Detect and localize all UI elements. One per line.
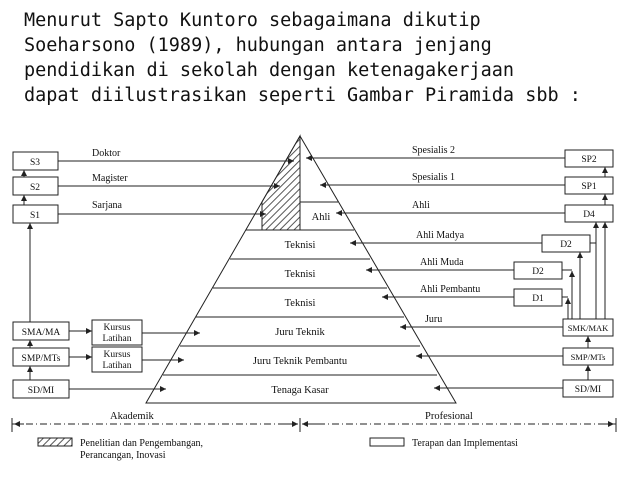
kursus-1-line2: Latihan <box>102 334 132 344</box>
box-s1-label: S1 <box>29 211 41 221</box>
label-doktor: Doktor <box>92 148 121 159</box>
label-ahli-muda: Ahli Muda <box>420 257 464 268</box>
legend-plain-label: Terapan dan Implementasi <box>412 438 518 449</box>
heading-line: Menurut Sapto Kuntoro sebagaimana dikutip <box>24 10 481 31</box>
label-ahli-right: Ahli <box>412 200 430 211</box>
box-smp-left-label: SMP/MTs <box>21 354 61 364</box>
box-d1-label: D1 <box>532 294 544 304</box>
axis-profesional: Profesional <box>425 411 473 422</box>
level-ahli: Ahli <box>311 212 331 223</box>
level-tenaga-kasar: Tenaga Kasar <box>271 385 329 396</box>
box-sma-label: SMA/MA <box>21 328 61 338</box>
level-juru-teknik-pembantu: Juru Teknik Pembantu <box>252 356 348 367</box>
label-spesialis-1: Spesialis 1 <box>412 172 456 183</box>
label-sarjana: Sarjana <box>92 200 122 211</box>
level-teknisi-3: Teknisi <box>284 298 316 309</box>
level-teknisi-1: Teknisi <box>284 240 316 251</box>
heading-line: pendidikan di sekolah dengan ketenagakerjaan <box>24 60 515 81</box>
level-teknisi-2: Teknisi <box>284 269 316 280</box>
box-smp-right-label: SMP/MTs <box>570 352 606 362</box>
box-s2-label: S2 <box>29 183 41 193</box>
box-sd-right-label: SD/MI <box>574 385 602 395</box>
kursus-2-line2: Latihan <box>102 361 132 371</box>
pyramid-hatched-area <box>262 136 300 230</box>
box-s3-label: S3 <box>29 158 41 168</box>
legend-plain-swatch <box>370 438 404 446</box>
box-d2-lower-label: D2 <box>532 267 544 277</box>
box-d4-label: D4 <box>583 210 595 220</box>
heading-line: Soeharsono (1989), hubungan antara jenjang <box>24 35 492 56</box>
box-sp2-label: SP2 <box>581 155 597 165</box>
box-sd-left-label: SD/MI <box>27 386 55 396</box>
box-sp1-label: SP1 <box>581 182 597 192</box>
box-d2-upper-label: D2 <box>560 240 572 250</box>
label-ahli-madya: Ahli Madya <box>416 230 465 241</box>
heading-line: dapat diilustrasikan seperti Gambar Piramida sbb : <box>24 85 581 106</box>
box-smk-label: SMK/MAK <box>567 323 609 333</box>
level-juru-teknik: Juru Teknik <box>275 327 325 338</box>
kursus-2-line1: Kursus <box>103 350 131 360</box>
kursus-1-line1: Kursus <box>103 323 131 333</box>
legend-hatched-line2: Perancangan, Inovasi <box>80 450 166 461</box>
label-magister: Magister <box>92 173 128 184</box>
label-spesialis-2: Spesialis 2 <box>412 145 456 156</box>
legend-hatched-swatch <box>38 438 72 446</box>
legend-hatched-line1: Penelitian dan Pengembangan, <box>80 438 204 449</box>
label-juru: Juru <box>425 314 443 325</box>
label-ahli-pembantu: Ahli Pembantu <box>420 284 481 295</box>
axis-akademik: Akademik <box>110 411 154 422</box>
